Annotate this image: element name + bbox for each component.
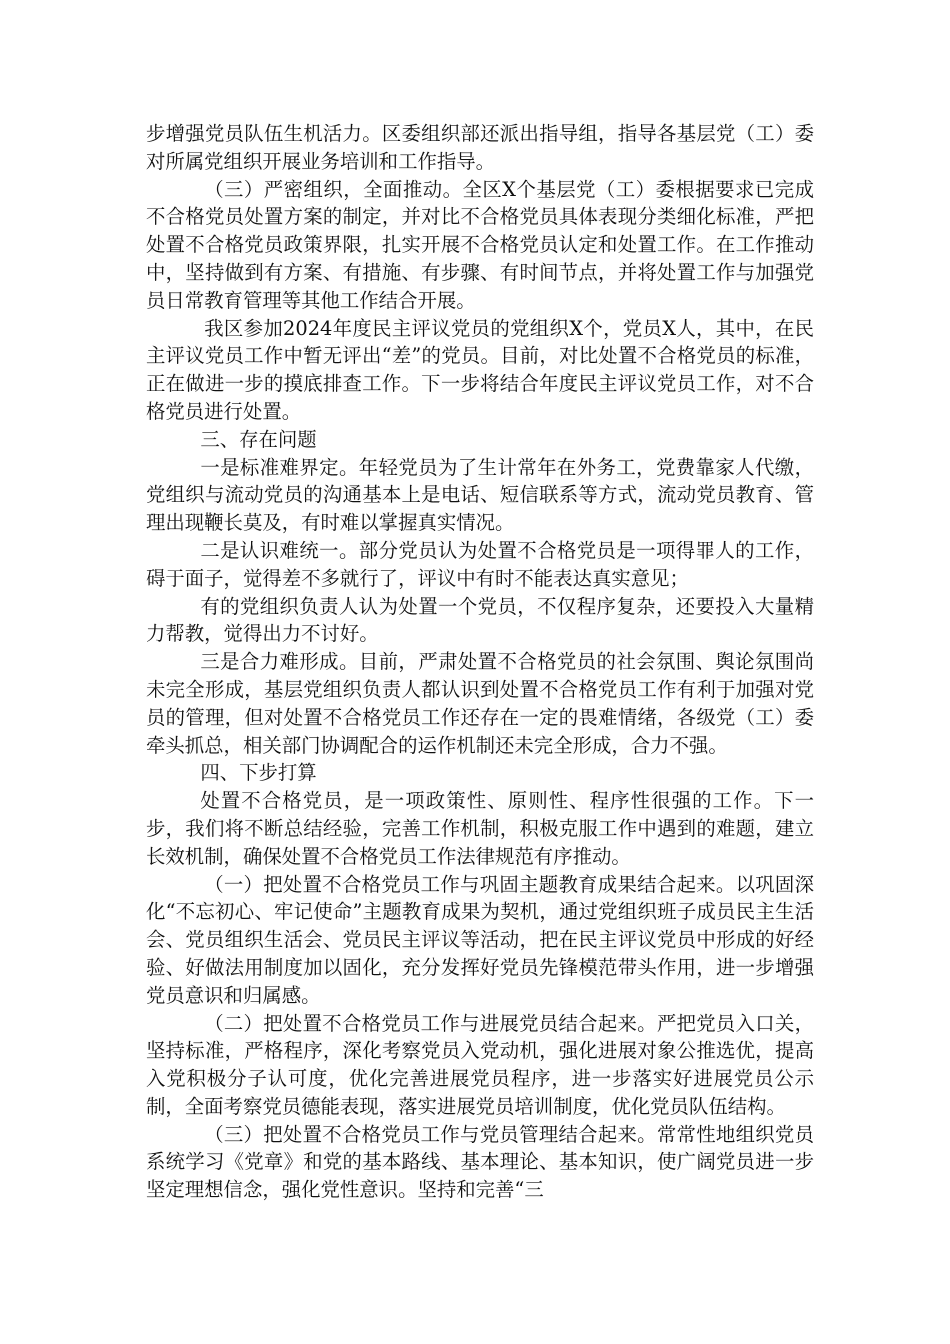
paragraph-11: （一）把处置不合格党员工作与巩固主题教育成果结合起来。以巩固深化“不忘初心、牢记使命”主题教育成果为契机，通过党组织班子成员民主生活会、党员组织生活会、党员民主评议等活动，把在民主评议党员中形成的好经验、好做法用制度加以固化，充分发挥好党员先锋模范带头作用，进一步增强党员意识和归属感。 (146, 872, 814, 1007)
paragraph-5: 一是标准难界定。年轻党员为了生计常年在外务工，党费靠家人代缴，党组织与流动党员的沟通基本上是电话、短信联系等方式，流动党员教育、管理出现鞭长莫及，有时难以掌握真实情况。 (146, 455, 814, 535)
paragraph-12: （二）把处置不合格党员工作与进展党员结合起来。严把党员入口关，坚持标准，严格程序，深化考察党员入党动机，强化进展对象公推选优，提高入党积极分子认可度，优化完善进展党员程序，进一步落实好进展党员公示制，全面考察党员德能表现，落实进展党员培训制度，优化党员队伍结构。 (146, 1011, 814, 1118)
paragraph-3: 我区参加2024年度民主评议党员的党组织X个，党员X人，其中，在民主评议党员工作中暂无评出“差”的党员。目前，对比处置不合格党员的标准，正在做进一步的摸底排查工作。下一步将结合年度民主评议党员工作，对不合格党员进行处置。 (146, 316, 814, 423)
paragraph-1: 步增强党员队伍生机活力。区委组织部还派出指导组，指导各基层党（工）委对所属党组织开展业务培训和工作指导。 (146, 122, 814, 173)
paragraph-13: （三）把处置不合格党员工作与党员管理结合起来。常常性地组织党员系统学习《党章》和党的基本路线、基本理论、基本知识，使广阔党员进一步坚定理想信念，强化党性意识。坚持和完善“三 (146, 1122, 814, 1202)
paragraph-2: （三）严密组织，全面推动。全区X个基层党（工）委根据要求已完成不合格党员处置方案的制定，并对比不合格党员具体表现分类细化标准，严把处置不合格党员政策界限，扎实开展不合格党员认定和处置工作。在工作推动中，坚持做到有方案、有措施、有步骤、有时间节点，并将处置工作与加强党员日常教育管理等其他工作结合开展。 (146, 177, 814, 312)
document-page (146, 120, 814, 1204)
paragraph-6: 二是认识难统一。部分党员认为处置不合格党员是一项得罪人的工作，碍于面子，觉得差不多就行了，评议中有时不能表达真实意见； (146, 538, 814, 590)
paragraph-7: 有的党组织负责人认为处置一个党员，不仅程序复杂，还要投入大量精力帮教，觉得出力不讨好。 (146, 594, 814, 646)
section-heading-problems: 三、存在问题 (200, 427, 317, 451)
section-heading-next-steps: 四、下步打算 (200, 761, 317, 785)
paragraph-10: 处置不合格党员，是一项政策性、原则性、程序性很强的工作。下一步，我们将不断总结经验，完善工作机制，积极克服工作中遇到的难题，建立长效机制，确保处置不合格党员工作法律规范有序推动。 (146, 789, 814, 868)
paragraph-8: 三是合力难形成。目前，严肃处置不合格党员的社会氛围、舆论氛围尚未完全形成，基层党组织负责人都认识到处置不合格党员工作有利于加强对党员的管理，但对处置不合格党员工作还存在一定的畏难情绪，各级党（工）委牵头抓总，相关部门协调配合的运作机制还未完全形成，合力不强。 (146, 650, 814, 757)
